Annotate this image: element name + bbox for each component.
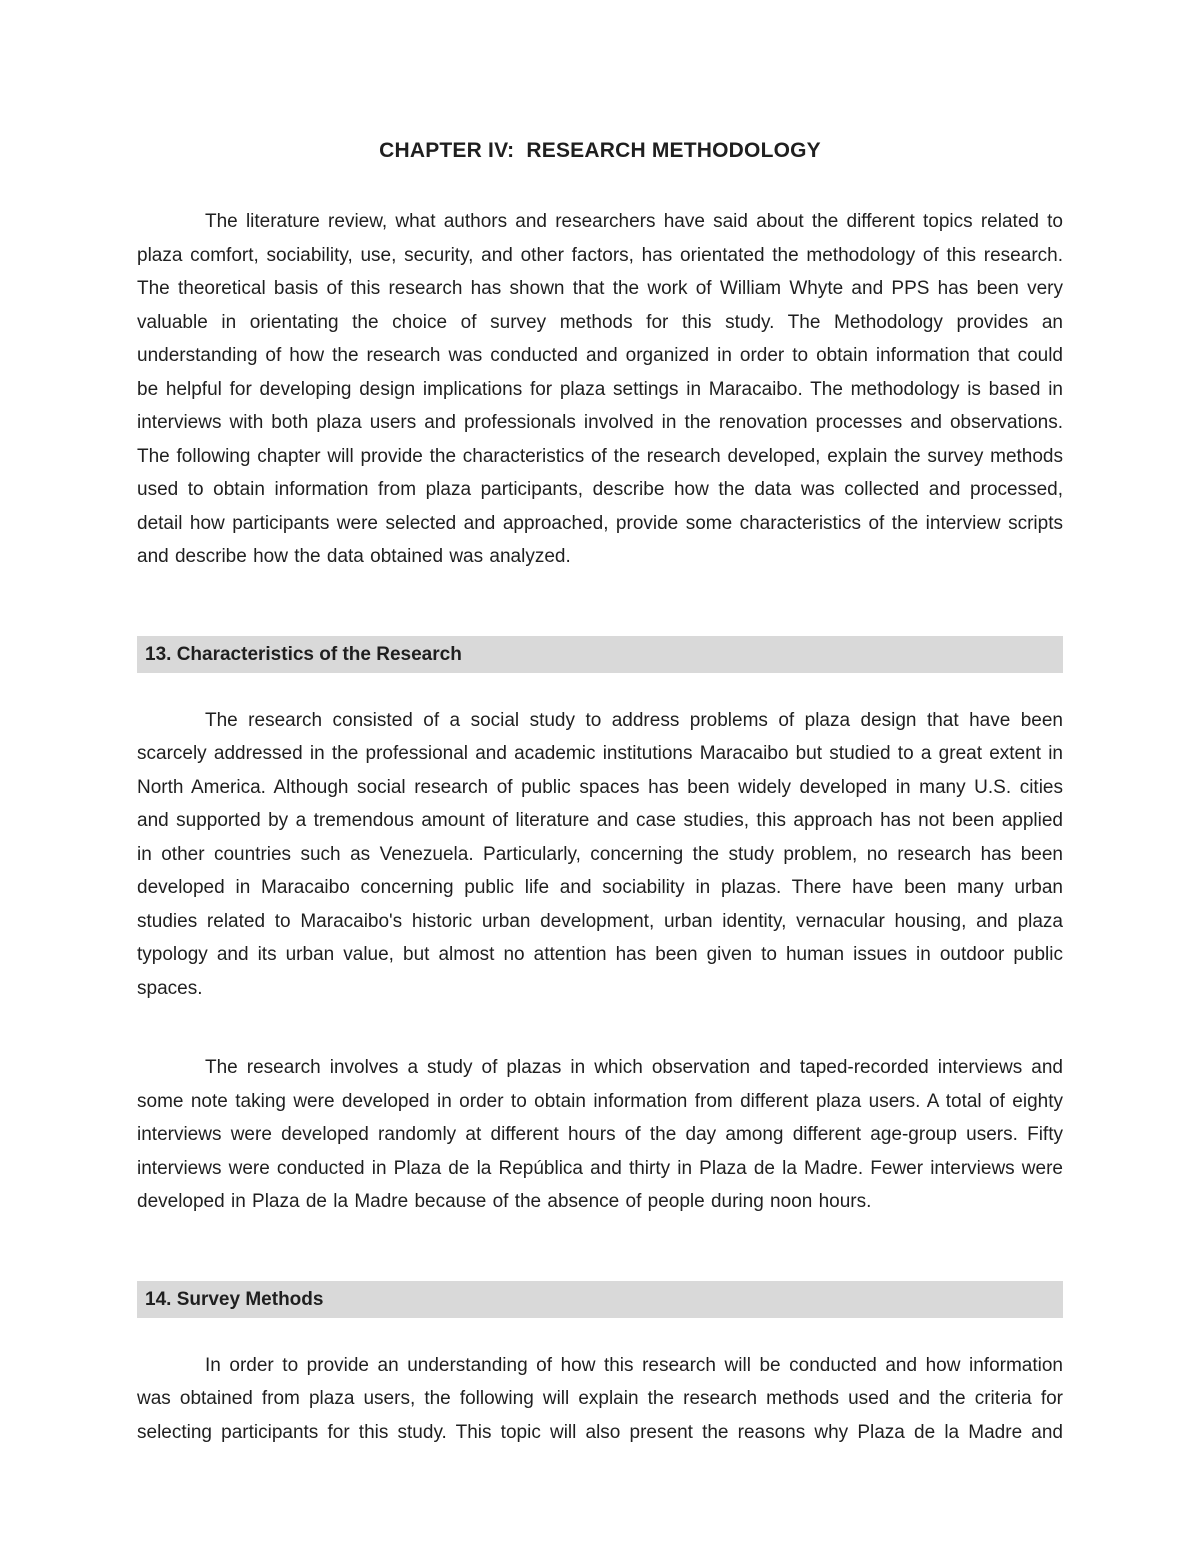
intro-paragraph: The literature review, what authors and researchers have said about the different topics related to plaza comfort, sociability, use, security, and other factors, has orientated the methodology of this research. The theoretical basis of this research has shown that the work of William Whyte and PPS has been very valuable in orientating the choice of survey methods for this study. The Methodology provides an understanding of how the research was conducted and organized in order to obtain information that could be helpful for developing design implications for plaza settings in Maracaibo. The methodology is based in interviews with both plaza users and professionals involved in the renovation processes and observations. The following chapter will provide the characteristics of the research developed, explain the survey methods used to obtain information from plaza participants, describe how the data was collected and processed, detail how participants were selected and approached, provide some characteristics of the interview scripts and describe how the data obtained was analyzed.: [137, 211, 1063, 567]
section-paragraph: The research involves a study of plazas in which observation and taped-recorded interviews and some note taking were developed in order to obtain information from different plaza users. A total of eighty interviews were developed randomly at different hours of the day among different age-group users. Fifty interviews were conducted in Plaza de la República and thirty in Plaza de la Madre. Fewer interviews were developed in Plaza de la Madre because of the absence of people during noon hours.: [137, 1057, 1063, 1212]
section-heading-characteristics: 13. Characteristics of the Research: [137, 636, 1063, 673]
section-paragraph: In order to provide an understanding of how this research will be conducted and how information was obtained from plaza users, the following will explain the research methods used and the criteria for selecting participants for this study. This topic will also present the reasons why Plaza de la Madre and: [137, 1354, 1063, 1443]
section-heading-survey-methods: 14. Survey Methods: [137, 1281, 1063, 1318]
section-paragraph: The research consisted of a social study to address problems of plaza design that have been scarcely addressed in the professional and academic institutions Maracaibo but studied to a great extent in North America. Although social research of public spaces has been widely developed in many U.S. cities and supported by a tremendous amount of literature and case studies, this approach has not been applied in other countries such as Venezuela. Particularly, concerning the study problem, no research has been developed in Maracaibo concerning public life and sociability in plazas. There have been many urban studies related to Maracaibo's historic urban development, urban identity, vernacular housing, and plaza typology and its urban value, but almost no attention has been given to human issues in outdoor public spaces.: [137, 709, 1063, 999]
page-content: [137, 0, 1063, 1449]
chapter-title: CHAPTER IV: RESEARCH METHODOLOGY: [379, 139, 821, 162]
